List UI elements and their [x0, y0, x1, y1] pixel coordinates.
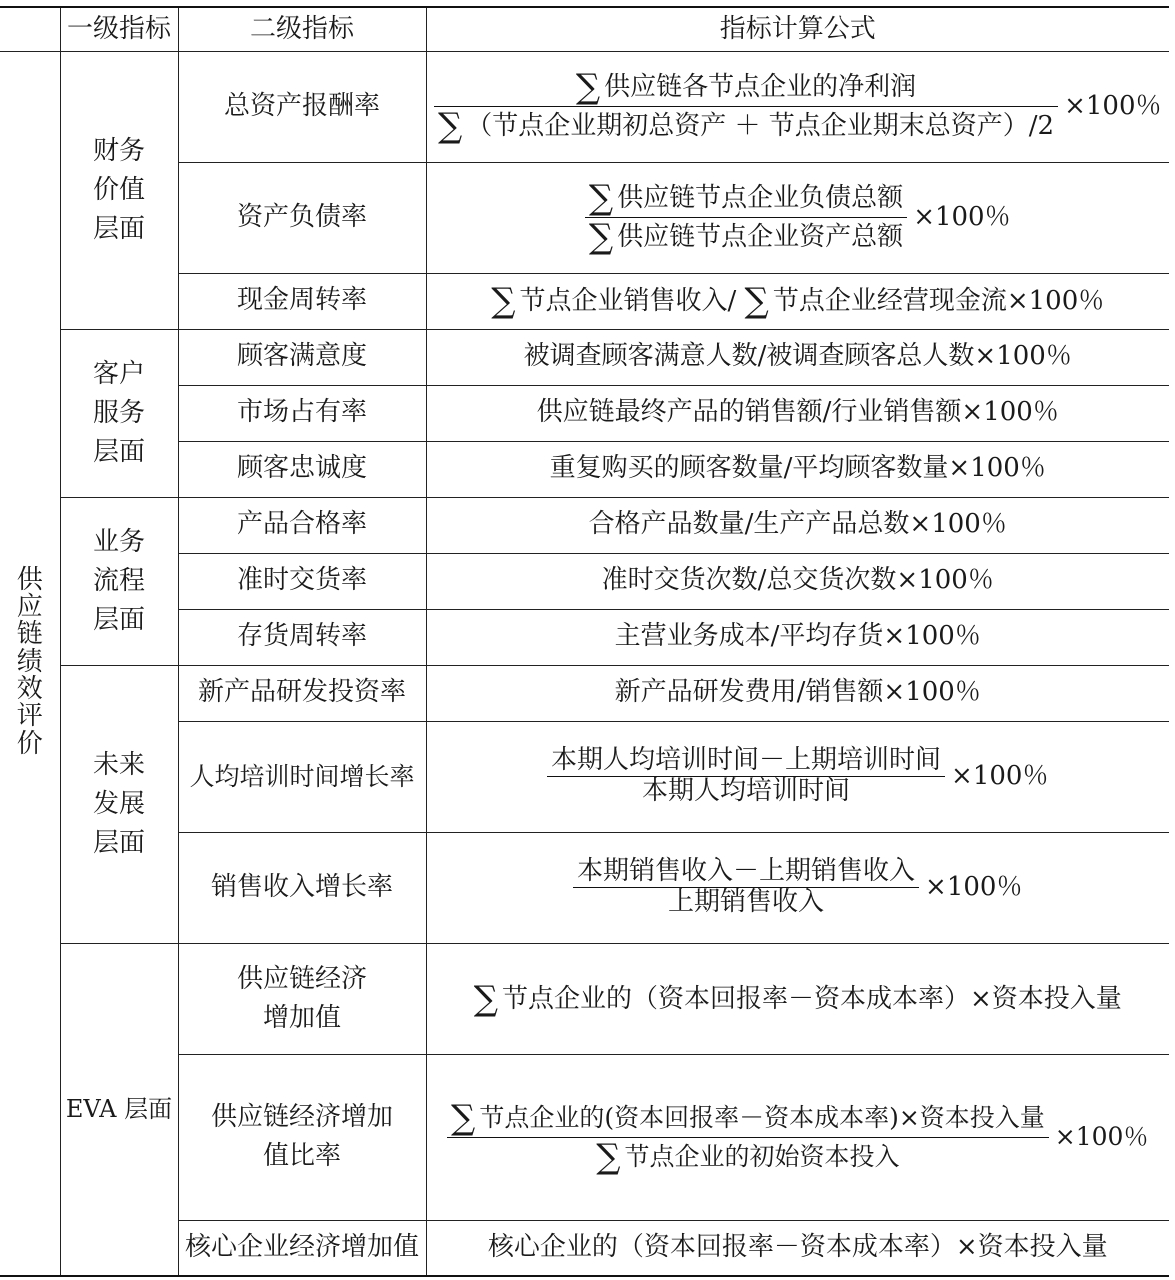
indicator-name: 总资产报酬率 [178, 51, 426, 162]
formula-cell [426, 721, 1169, 832]
percent-suffix: ×100％ [913, 201, 1011, 232]
numerator-text: 供应链各节点企业的净利润 [604, 72, 917, 102]
formula-cell: 核心企业的（资本回报率－资本成本率）×资本投入量 [426, 1220, 1169, 1276]
indicator-name: 准时交货率 [178, 553, 426, 609]
table-row [0, 329, 1169, 385]
sigma-symbol: ∑ [575, 67, 601, 107]
formula-cell [426, 162, 1169, 273]
formula-cell: 主营业务成本/平均存货×100％ [426, 609, 1169, 665]
group-customer [60, 329, 178, 497]
indicator-name [178, 943, 426, 1054]
formula-cell: 准时交货次数/总交货次数×100％ [426, 553, 1169, 609]
denominator [585, 217, 907, 257]
fraction [434, 67, 1058, 146]
indicator-name-wrap [211, 1098, 393, 1176]
root-category [0, 51, 60, 1276]
group-label: 财务价值层面 [92, 135, 145, 244]
table-row [0, 51, 1169, 162]
numerator [585, 178, 907, 218]
formula-cell: 合格产品数量/生产产品总数×100％ [426, 497, 1169, 553]
denominator-text: （节点企业期初总资产 ＋ 节点企业期末总资产）/2 [466, 111, 1055, 141]
denominator [434, 106, 1058, 146]
numerator-text: 供应链节点企业负债总额 [617, 183, 904, 213]
formula-cell [426, 273, 1169, 329]
indicator-name: 销售收入增长率 [178, 832, 426, 943]
denominator-text: 节点企业的初始资本投入 [624, 1141, 900, 1171]
header-level2: 二级指标 [178, 7, 426, 51]
root-label: 供应链绩效评价 [16, 564, 43, 759]
indicator-name: 现金周转率 [178, 273, 426, 329]
group-label: 业务流程层面 [92, 526, 145, 635]
indicator-name: 存货周转率 [178, 609, 426, 665]
formula-text: 节点企业的（资本回报率－资本成本率）×资本投入量 [501, 983, 1122, 1014]
sigma-symbol: ∑ [596, 1136, 621, 1177]
formula-cell: 供应链最终产品的销售额/行业销售额×100％ [426, 385, 1169, 441]
numerator [434, 67, 1058, 107]
indicator-name: 核心企业经济增加值 [178, 1220, 426, 1276]
group-label: EVA 层面 [65, 1094, 173, 1123]
group-financial [60, 51, 178, 329]
group-future [60, 665, 178, 943]
formula-cell [426, 943, 1169, 1054]
denominator: 本期人均培训时间 [642, 776, 851, 806]
indicator-name-line1: 供应链经济增加 [210, 1102, 393, 1132]
formula-cell: 重复购买的顾客数量/平均顾客数量×100％ [426, 441, 1169, 497]
table-row [0, 497, 1169, 553]
indicator-name-line2: 值比率 [262, 1141, 341, 1171]
indicator-name [178, 1054, 426, 1220]
group-label: 未来发展层面 [92, 749, 145, 858]
formula-cell [426, 1054, 1169, 1220]
formula-part1: 节点企业销售收入/ [519, 286, 737, 316]
header-formula: 指标计算公式 [426, 7, 1169, 51]
sigma-symbol: ∑ [588, 178, 614, 218]
sigma-symbol: ∑ [473, 978, 498, 1019]
sigma-symbol: ∑ [437, 106, 463, 146]
denominator: 上期销售收入 [668, 887, 825, 917]
percent-suffix: ×100％ [951, 760, 1049, 791]
indicator-name: 顾客满意度 [178, 329, 426, 385]
indicator-table [0, 6, 1169, 1277]
percent-suffix: ×100％ [1054, 1122, 1149, 1151]
indicator-name: 市场占有率 [178, 385, 426, 441]
indicator-name: 新产品研发投资率 [178, 665, 426, 721]
group-label: 客户服务层面 [92, 358, 145, 467]
numerator: 本期人均培训时间－上期培训时间 [547, 746, 945, 777]
indicator-name: 顾客忠诚度 [178, 441, 426, 497]
sigma-symbol: ∑ [588, 217, 614, 257]
formula-part2: 节点企业经营现金流×100％ [772, 286, 1105, 316]
header-row [0, 7, 1169, 51]
indicator-name-line2: 增加值 [262, 1002, 341, 1033]
formula-cell [426, 51, 1169, 162]
group-eva [60, 943, 178, 1276]
sigma-symbol: ∑ [451, 1097, 476, 1138]
group-process [60, 497, 178, 665]
formula-cell [426, 832, 1169, 943]
percent-suffix: ×100％ [1064, 90, 1162, 121]
indicator-name: 人均培训时间增长率 [178, 721, 426, 832]
indicator-name-line1: 供应链经济 [236, 963, 367, 994]
indicator-name-wrap [237, 960, 367, 1038]
header-col0 [0, 7, 60, 51]
sigma-symbol: ∑ [491, 281, 516, 321]
formula-cell: 新产品研发费用/销售额×100％ [426, 665, 1169, 721]
denominator-text: 供应链节点企业资产总额 [617, 222, 904, 252]
denominator [447, 1136, 1049, 1177]
fraction [447, 1097, 1049, 1177]
indicator-name: 资产负债率 [178, 162, 426, 273]
indicator-name: 产品合格率 [178, 497, 426, 553]
sigma-symbol: ∑ [744, 281, 769, 321]
numerator: 本期销售收入－上期销售收入 [573, 857, 919, 888]
percent-suffix: ×100％ [925, 871, 1023, 902]
header-level1: 一级指标 [60, 7, 178, 51]
formula-cell: 被调查顾客满意人数/被调查顾客总人数×100％ [426, 329, 1169, 385]
table-row [0, 665, 1169, 721]
table-row [0, 943, 1169, 1054]
fraction [585, 178, 907, 257]
fraction [573, 857, 919, 918]
fraction [547, 746, 945, 807]
numerator-text: 节点企业的(资本回报率－资本成本率)×资本投入量 [479, 1102, 1045, 1132]
numerator [447, 1097, 1049, 1138]
